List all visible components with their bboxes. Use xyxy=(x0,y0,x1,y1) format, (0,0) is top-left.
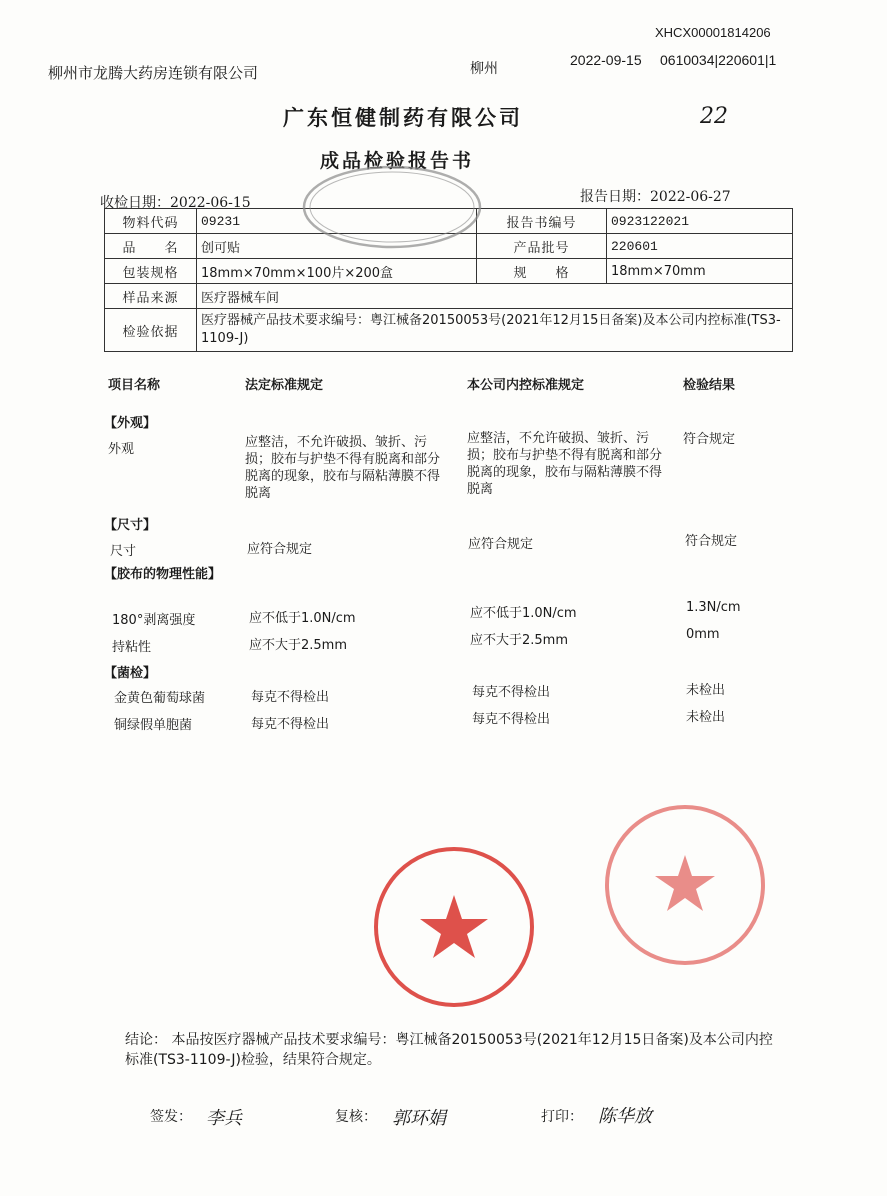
section-physical: 【胶布的物理性能】 xyxy=(104,567,222,582)
legal-standard: 应不低于1.0N/cm xyxy=(249,611,356,626)
section-appearance: 【外观】 xyxy=(104,416,157,431)
printer-label: 打印： xyxy=(541,1109,583,1125)
package-value: 18mm×70mm×100片×200盒 xyxy=(197,259,477,284)
customer-qa-stamp xyxy=(372,845,537,1010)
internal-standard: 每克不得检出 xyxy=(472,712,551,727)
handwritten-mark: 22 xyxy=(700,104,728,129)
item-name: 外观 xyxy=(108,442,135,457)
result: 1.3N/cm xyxy=(686,600,741,615)
item-name: 尺寸 xyxy=(110,544,137,559)
report-no-label: 报告书编号 xyxy=(477,209,607,234)
table-row xyxy=(105,284,793,309)
customer-company: 柳州市龙腾大药房连锁有限公司 xyxy=(48,64,259,82)
internal-standard: 应符合规定 xyxy=(468,537,534,552)
product-name-value: 创可贴 xyxy=(197,234,477,259)
conclusion-text: 本品按医疗器械产品技术要求编号：粤江械备20150053号(2021年12月15日备案)及本公司内控标准(TS3-1109-J)检验，结果符合规定。 xyxy=(125,1032,773,1068)
conclusion xyxy=(125,1030,785,1070)
result: 未检出 xyxy=(686,683,726,698)
report-no-value: 0923122021 xyxy=(607,209,793,234)
section-size: 【尺寸】 xyxy=(104,518,157,533)
report-title: 成品检验报告书 xyxy=(320,150,475,172)
reviewer-label: 复核： xyxy=(335,1109,377,1125)
legal-standard: 应符合规定 xyxy=(247,542,313,557)
table-row xyxy=(105,259,793,284)
document-code: XHCX00001814206 xyxy=(655,25,771,40)
reviewer-signature: 郭环娟 xyxy=(392,1108,446,1129)
basis-value: 医疗器械产品技术要求编号：粤江械备20150053号(2021年12月15日备案)及本公司内控标准(TS3-1109-J) xyxy=(197,309,793,352)
basis-label: 检验依据 xyxy=(105,309,197,352)
result: 0mm xyxy=(686,627,720,642)
printer-signature: 陈华放 xyxy=(598,1106,652,1127)
result: 符合规定 xyxy=(683,432,736,447)
batch-value: 220601 xyxy=(607,234,793,259)
legal-standard: 应不大于2.5mm xyxy=(249,638,348,653)
column-internal-standard: 本公司内控标准规定 xyxy=(467,378,585,393)
print-date: 2022-09-15 xyxy=(570,52,642,68)
item-name: 铜绿假单胞菌 xyxy=(114,718,193,733)
item-name: 持粘性 xyxy=(112,640,152,655)
item-name: 金黄色葡萄球菌 xyxy=(114,691,206,706)
legal-standard: 每克不得检出 xyxy=(251,717,330,732)
city: 柳州 xyxy=(470,61,498,77)
manufacturer-name: 广东恒健制药有限公司 xyxy=(283,106,523,130)
source-label: 样品来源 xyxy=(105,284,197,309)
column-item: 项目名称 xyxy=(108,378,161,393)
internal-standard: 应整洁，不允许破损、皱折、污损；胶布与护垫不得有脱离和部分脱离的现象，胶布与隔粘薄膜不得脱离 xyxy=(467,431,663,497)
package-label: 包装规格 xyxy=(105,259,197,284)
report-date: 报告日期：2022-06-27 xyxy=(580,189,731,205)
batch-label: 产品批号 xyxy=(477,234,607,259)
spec-label: 规 格 xyxy=(477,259,607,284)
material-code-value: 09231 xyxy=(197,209,477,234)
conclusion-label: 结论： xyxy=(125,1032,167,1048)
result: 符合规定 xyxy=(685,534,738,549)
item-name: 180°剥离强度 xyxy=(112,613,196,628)
spec-value: 18mm×70mm xyxy=(607,259,793,284)
legal-standard: 应整洁，不允许破损、皱折、污损；胶布与护垫不得有脱离和部分脱离的现象，胶布与隔粘薄膜不得脱离 xyxy=(245,435,441,501)
internal-standard: 应不大于2.5mm xyxy=(470,633,569,648)
section-bacteria: 【菌检】 xyxy=(104,666,157,681)
column-legal-standard: 法定标准规定 xyxy=(245,378,324,393)
product-name-label: 品 名 xyxy=(105,234,197,259)
receive-date: 收检日期：2022-06-15 xyxy=(100,195,251,211)
manufacturer-qc-stamp xyxy=(300,165,485,250)
batch-reference: 0610034|220601|1 xyxy=(660,52,777,68)
result: 未检出 xyxy=(686,710,726,725)
material-code-label: 物料代码 xyxy=(105,209,197,234)
internal-standard: 每克不得检出 xyxy=(472,685,551,700)
table-row xyxy=(105,309,793,352)
issuer-label: 签发： xyxy=(150,1109,192,1125)
internal-standard: 应不低于1.0N/cm xyxy=(470,606,577,621)
column-result: 检验结果 xyxy=(683,378,736,393)
distributor-stamp xyxy=(600,800,770,970)
issuer-signature: 李兵 xyxy=(206,1108,242,1129)
legal-standard: 每克不得检出 xyxy=(251,690,330,705)
source-value: 医疗器械车间 xyxy=(197,284,793,309)
